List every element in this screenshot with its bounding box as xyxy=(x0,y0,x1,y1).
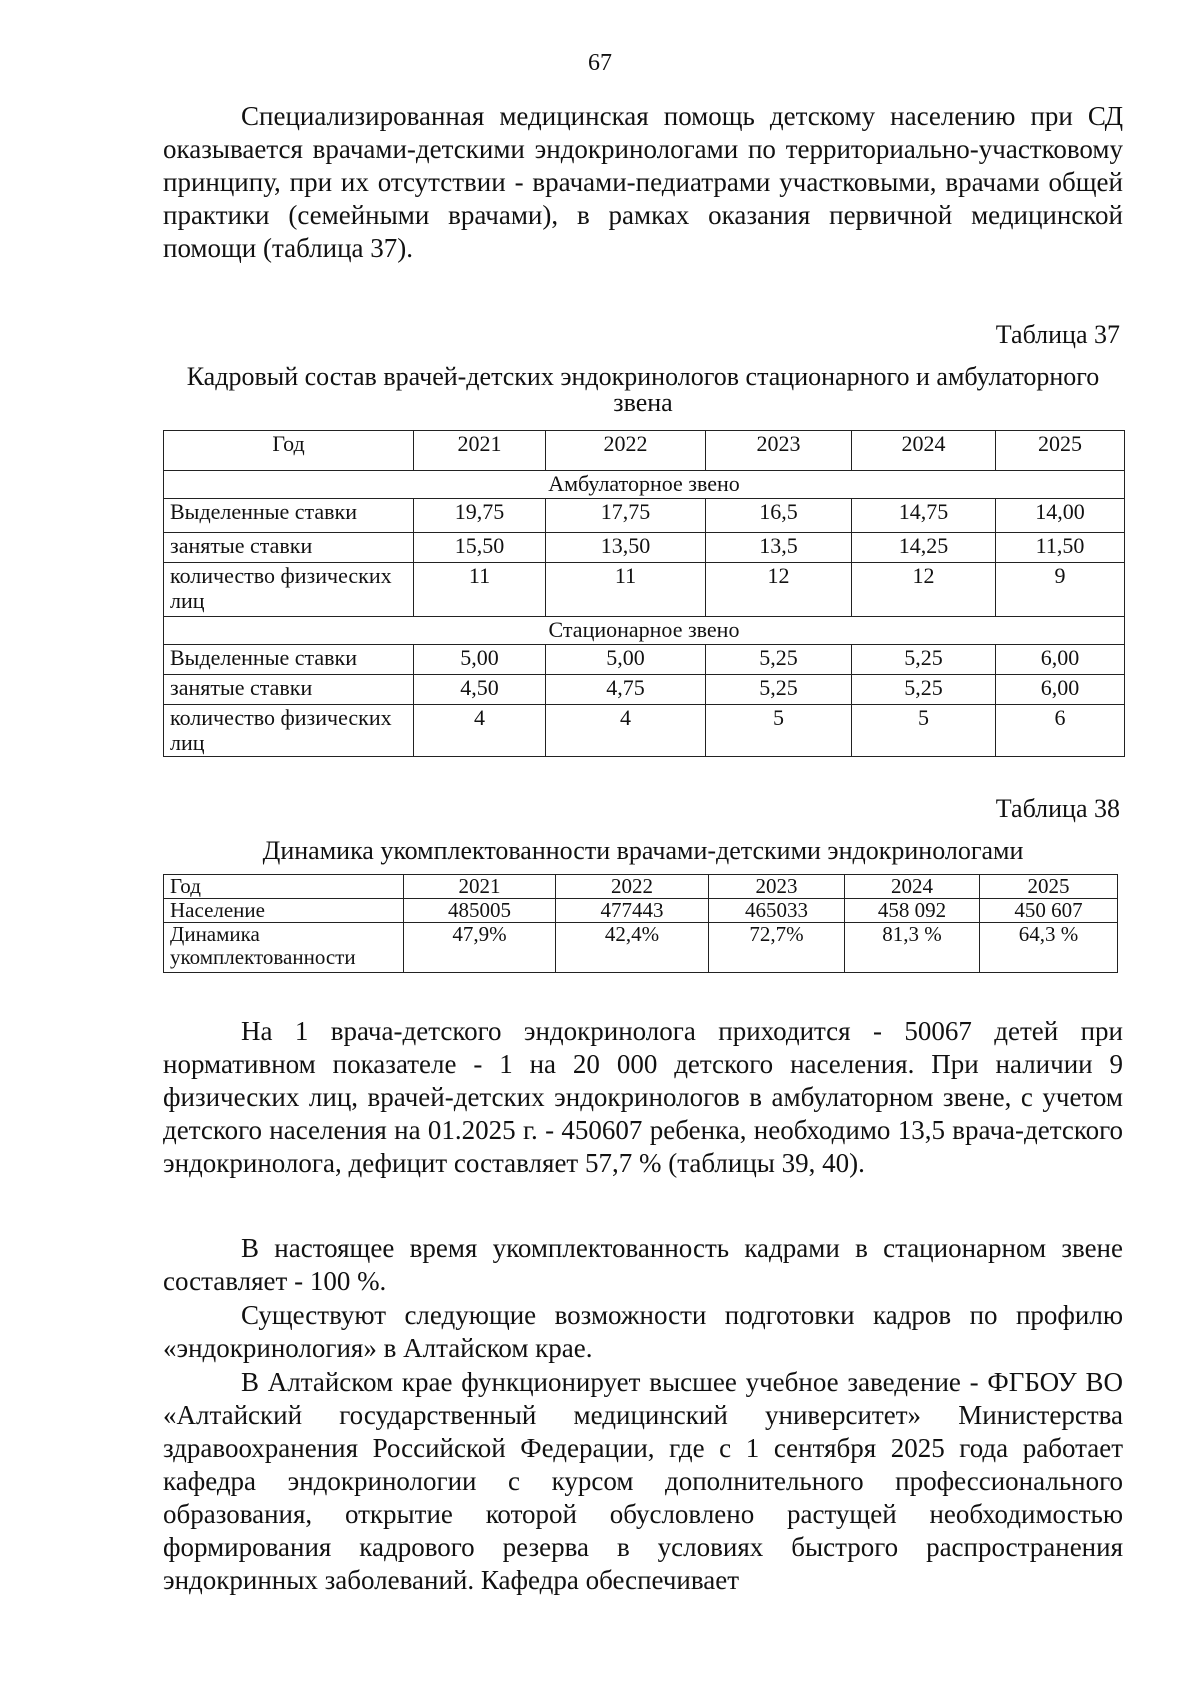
table-cell: 5,25 xyxy=(706,645,852,675)
table-cell: 5 xyxy=(852,705,996,757)
table-cell: 458 092 xyxy=(845,899,980,923)
table-cell: 4 xyxy=(546,705,706,757)
table-cell: 5 xyxy=(706,705,852,757)
header-cell: 2021 xyxy=(414,431,546,471)
table-cell: 6 xyxy=(996,705,1125,757)
table-cell: 64,3 % xyxy=(980,923,1118,973)
table-cell: 14,00 xyxy=(996,499,1125,533)
table-cell: 72,7% xyxy=(709,923,845,973)
table-cell: 5,25 xyxy=(852,675,996,705)
paragraph-inpatient-staffing: В настоящее время укомплектованность кадрами в стационарном звене составляет - 100 %. xyxy=(163,1233,1123,1296)
table-37 xyxy=(163,430,1125,757)
row-label: количество физических лиц xyxy=(164,563,414,617)
table-row xyxy=(164,899,1118,923)
table-cell: 6,00 xyxy=(996,645,1125,675)
table-header-row xyxy=(164,875,1118,899)
table-row xyxy=(164,563,1125,617)
table-cell: 14,25 xyxy=(852,533,996,563)
table-cell: 16,5 xyxy=(706,499,852,533)
table-cell: 14,75 xyxy=(852,499,996,533)
table-38 xyxy=(163,874,1118,973)
table-38-label: Таблица 38 xyxy=(995,794,1120,823)
table-37-title: Кадровый состав врачей-детских эндокринологов стационарного и амбулаторного звена xyxy=(186,362,1100,417)
table-cell: 4 xyxy=(414,705,546,757)
table-row xyxy=(164,705,1125,757)
table-cell: 12 xyxy=(706,563,852,617)
table-cell: 42,4% xyxy=(556,923,709,973)
table-row xyxy=(164,499,1125,533)
table-row xyxy=(164,533,1125,563)
table-cell: 11,50 xyxy=(996,533,1125,563)
paragraph-training-options: Существуют следующие возможности подготовки кадров по профилю «эндокринология» в Алтайском крае. xyxy=(163,1300,1123,1363)
row-label: занятые ставки xyxy=(164,533,414,563)
table-cell: 47,9% xyxy=(404,923,556,973)
table-row xyxy=(164,923,1118,973)
row-label: занятые ставки xyxy=(164,675,414,705)
row-label: Выделенные ставки xyxy=(164,499,414,533)
table-cell: 13,5 xyxy=(706,533,852,563)
table-cell: 81,3 % xyxy=(845,923,980,973)
group-label-ambulatory: Амбулаторное звено xyxy=(164,471,1125,499)
table-cell: 19,75 xyxy=(414,499,546,533)
row-label: Динамика укомплектованности xyxy=(164,923,404,973)
table-37-label: Таблица 37 xyxy=(995,320,1120,349)
row-label: количество физических лиц xyxy=(164,705,414,757)
row-label: Выделенные ставки xyxy=(164,645,414,675)
table-row xyxy=(164,675,1125,705)
header-cell: 2022 xyxy=(546,431,706,471)
table-cell: 477443 xyxy=(556,899,709,923)
table-cell: 485005 xyxy=(404,899,556,923)
table-cell: 5,25 xyxy=(852,645,996,675)
group-label-inpatient: Стационарное звено xyxy=(164,617,1125,645)
header-cell: 2023 xyxy=(709,875,845,899)
row-label: Население xyxy=(164,899,404,923)
page-number: 67 xyxy=(588,50,612,76)
paragraph-deficit: На 1 врача-детского эндокринолога приходится - 50067 детей при нормативном показателе - 1 на 20 000 детского населения. При наличии 9 физических лиц, врачей-детских эндокринологов в амбулаторном звене, с учетом детского населения на 01.2025 г. - 450607 ребенка, необходимо 13,5 врача-детского эндокринолога, дефицит составляет 57,7 % (таблицы 39, 40). xyxy=(163,1016,1123,1178)
table-cell: 17,75 xyxy=(546,499,706,533)
table-cell: 5,00 xyxy=(546,645,706,675)
table-cell: 11 xyxy=(414,563,546,617)
table-cell: 5,00 xyxy=(414,645,546,675)
table-cell: 15,50 xyxy=(414,533,546,563)
table-cell: 4,75 xyxy=(546,675,706,705)
table-row xyxy=(164,645,1125,675)
header-cell: 2023 xyxy=(706,431,852,471)
header-cell: Год xyxy=(164,431,414,471)
table-cell: 4,50 xyxy=(414,675,546,705)
table-cell: 5,25 xyxy=(706,675,852,705)
table-cell: 6,00 xyxy=(996,675,1125,705)
table-cell: 450 607 xyxy=(980,899,1118,923)
table-cell: 9 xyxy=(996,563,1125,617)
header-cell: 2024 xyxy=(852,431,996,471)
header-cell: 2022 xyxy=(556,875,709,899)
group-row xyxy=(164,617,1125,645)
header-cell: 2021 xyxy=(404,875,556,899)
intro-paragraph: Специализированная медицинская помощь детскому населению при СД оказывается врачами-детскими эндокринологами по территориально-участковому принципу, при их отсутствии - врачами-педиатрами участковыми, врачами общей практики (семейными врачами), в рамках оказания первичной медицинской помощи (таблица 37). xyxy=(163,101,1123,263)
table-header-row xyxy=(164,431,1125,471)
header-cell: Год xyxy=(164,875,404,899)
table-cell: 13,50 xyxy=(546,533,706,563)
header-cell: 2025 xyxy=(980,875,1118,899)
table-38-title: Динамика укомплектованности врачами-детскими эндокринологами xyxy=(262,836,1024,865)
header-cell: 2025 xyxy=(996,431,1125,471)
paragraph-university: В Алтайском крае функционирует высшее учебное заведение - ФГБОУ ВО «Алтайский государственный медицинский университет» Министерства здравоохранения Российской Федерации, где с 1 сентября 2025 года работает кафедра эндокринологии с курсом дополнительного профессионального образования, открытие которой обусловлено растущей необходимостью формирования кадрового резерва в условиях быстрого распространения эндокринных заболеваний. Кафедра обеспечивает xyxy=(163,1367,1123,1595)
table-cell: 11 xyxy=(546,563,706,617)
group-row xyxy=(164,471,1125,499)
table-cell: 465033 xyxy=(709,899,845,923)
table-cell: 12 xyxy=(852,563,996,617)
header-cell: 2024 xyxy=(845,875,980,899)
